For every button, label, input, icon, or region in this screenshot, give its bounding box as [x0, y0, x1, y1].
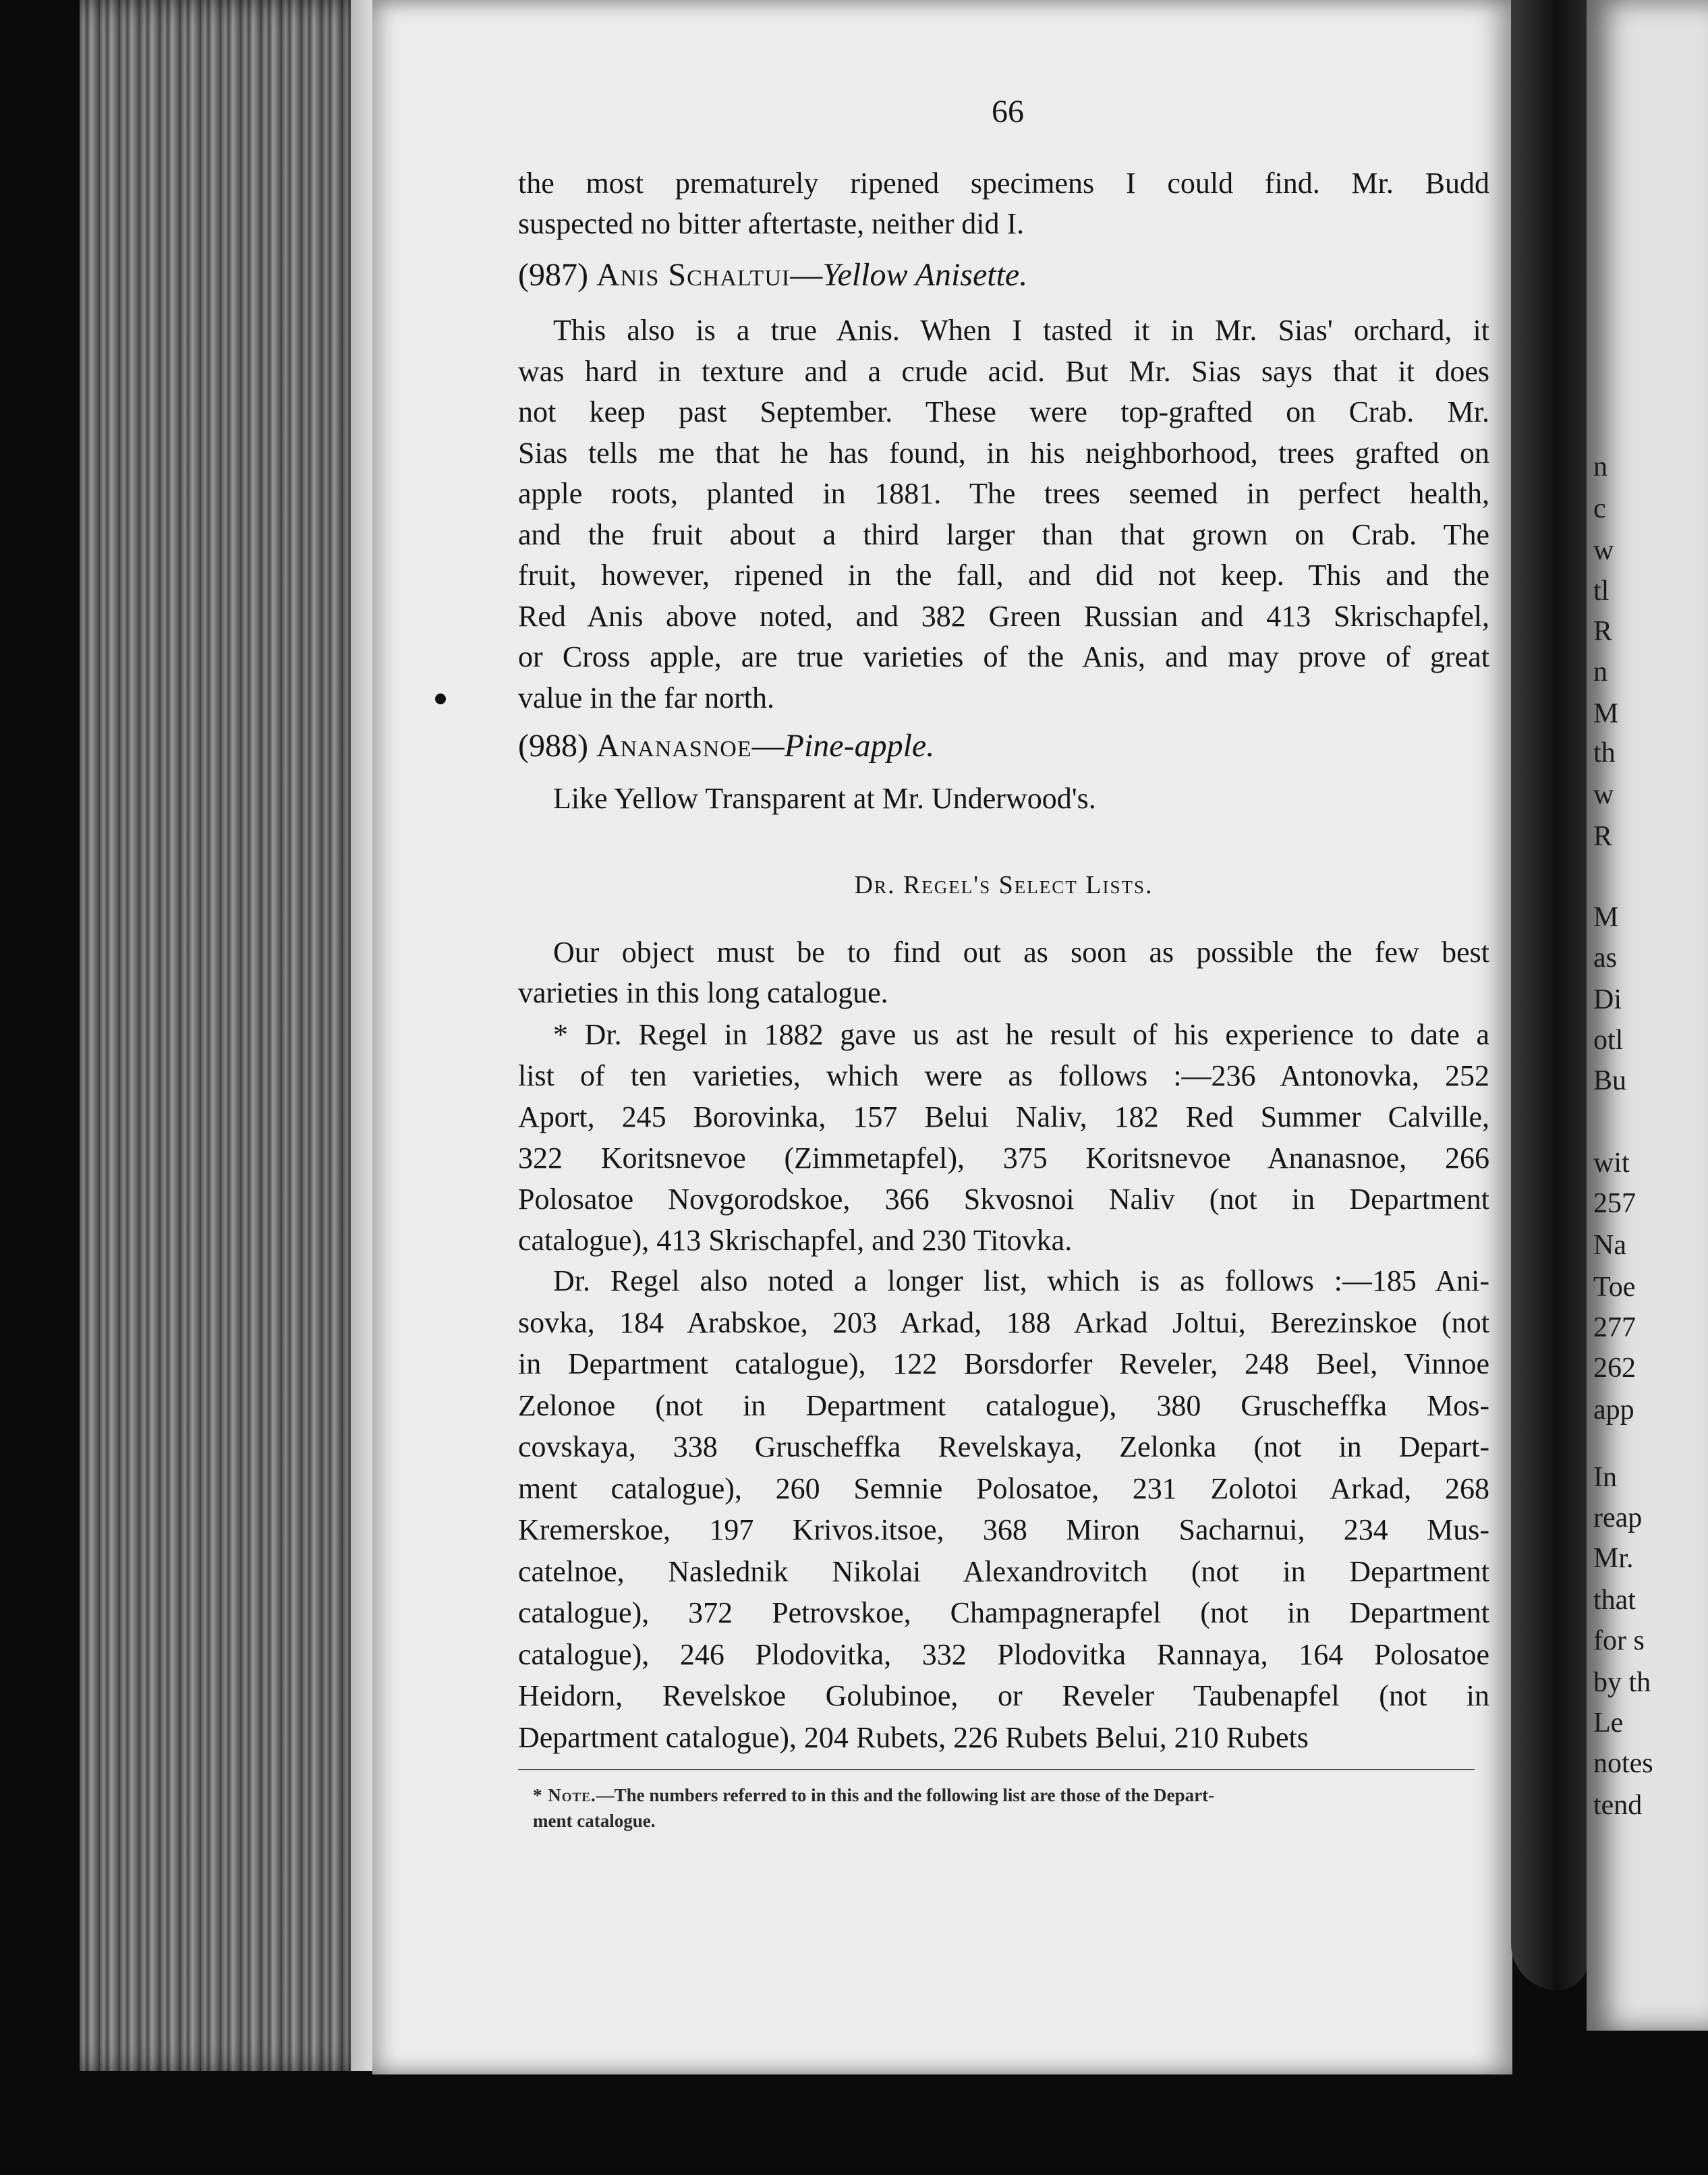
facing-page-text: tend [1593, 1790, 1643, 1821]
section-heading: Dr. Regel's Select Lists. [854, 871, 1154, 899]
facing-page-text: Mr. [1593, 1543, 1634, 1574]
facing-page-text: Toe [1593, 1272, 1636, 1303]
facing-page-text: w [1593, 535, 1614, 566]
text-line: suspected no bitter aftertaste, neither did I. [518, 207, 1025, 240]
paragraph-988: Like Yellow Transparent at Mr. Underwood's. [553, 782, 1096, 815]
facing-page-text: n [1593, 451, 1607, 482]
entry-number: (987) [518, 257, 588, 293]
footnote-line: ment catalogue. [533, 1811, 656, 1831]
page-edges [80, 0, 378, 2071]
facing-page-text: In [1593, 1462, 1617, 1493]
facing-page-text: R [1593, 821, 1613, 852]
text-line: catalogue), 246 Plodovitka, 332 Plodovitka Rannaya, 164 Polosatoe [518, 1637, 1489, 1671]
text-line: was hard in texture and a crude acid. But Mr. Sias says that it does [518, 354, 1489, 388]
facing-page-text: R [1593, 616, 1613, 647]
text-line: sovka, 184 Arabskoe, 203 Arkad, 188 Arkad Joltui, Berezinskoe (not [518, 1305, 1489, 1339]
facing-page-text: M [1593, 902, 1619, 933]
text-line: in Department catalogue), 122 Borsdorfer Reveler, 248 Beel, Vinnoe [518, 1347, 1489, 1380]
text-line: Aport, 245 Borovinka, 157 Belui Naliv, 182 Red Summer Calville, [518, 1100, 1489, 1133]
facing-page-text: Na [1593, 1230, 1626, 1261]
footnote-line [533, 1782, 1477, 1808]
facing-page-text: tl [1593, 575, 1610, 606]
text-line: Polosatoe Novgorodskoe, 366 Skvosnoi Naliv (not in Department [518, 1183, 1489, 1216]
facing-page-text: M [1593, 698, 1619, 729]
entry-number: (988) [518, 728, 588, 764]
entry-translation: Pine-apple. [784, 728, 935, 764]
facing-page-text: Le [1593, 1707, 1624, 1739]
text-line: ment catalogue), 260 Semnie Polosatoe, 231 Zolotoi Arkad, 268 [518, 1471, 1489, 1505]
text-line: fruit, however, ripened in the fall, and did not keep. This and the [518, 559, 1489, 592]
facing-page-text: n [1593, 656, 1607, 687]
facing-page-text: reap [1593, 1502, 1643, 1533]
facing-page-text: 262 [1593, 1353, 1636, 1384]
page-number: 66 [992, 94, 1024, 130]
entry-name: Ananasnoe [596, 728, 752, 764]
text-line: Our object must be to find out as soon as possible the few best [553, 936, 1489, 969]
facing-page-text: Di [1593, 984, 1622, 1015]
text-line: apple roots, planted in 1881. The trees seemed in perfect health, [518, 477, 1489, 510]
entry-dash: — [790, 257, 823, 293]
facing-page-text: otl [1593, 1025, 1624, 1056]
text-line: Sias tells me that he has found, in his neighborhood, trees grafted on [518, 436, 1489, 470]
entry-translation: Yellow Anisette. [822, 257, 1028, 293]
facing-page-text: app [1593, 1394, 1634, 1425]
text-line: Kremerskoe, 197 Krivos.itsoe, 368 Miron Sacharnui, 234 Mus- [518, 1513, 1489, 1546]
text-line: varieties in this long catalogue. [518, 976, 888, 1009]
facing-page-text: that [1593, 1585, 1636, 1616]
footnote-text: —The numbers referred to in this and the following list are those of the Depart- [596, 1785, 1215, 1805]
text-line: or Cross apple, are true varieties of the Anis, and may prove of great [518, 640, 1489, 673]
text-line: This also is a true Anis. When I tasted it in Mr. Sias' orchard, it [553, 314, 1489, 347]
text-line: catalogue), 413 Skrischapfel, and 230 Titovka. [518, 1224, 1073, 1257]
text-line: Zelonoe (not in Department catalogue), 380 Gruscheffka Mos- [518, 1388, 1489, 1422]
facing-page-fragment [1587, 0, 1708, 2031]
facing-page-text: wit [1593, 1148, 1630, 1179]
facing-page-text: Bu [1593, 1065, 1627, 1096]
facing-page-text: 257 [1593, 1188, 1636, 1219]
text-line: and the fruit about a third larger than that grown on Crab. The [518, 517, 1489, 551]
entry-name: Anis Schaltui [596, 257, 791, 293]
facing-page-text: 277 [1593, 1312, 1636, 1343]
facing-page-text: c [1593, 493, 1606, 524]
entry-heading-988 [518, 727, 934, 764]
text-line: Red Anis above noted, and 382 Green Russian and 413 Skrischapfel, [518, 599, 1489, 633]
text-line: covskaya, 338 Gruscheffka Revelskaya, Zelonka (not in Depart- [518, 1430, 1489, 1463]
facing-page-text: notes [1593, 1748, 1653, 1779]
footnote-rule [518, 1769, 1475, 1770]
text-line: 322 Koritsnevoe (Zimmetapfel), 375 Koritsnevoe Ananasnoe, 266 [518, 1141, 1489, 1175]
text-line: not keep past September. These were top-grafted on Crab. Mr. [518, 395, 1489, 428]
text-line: the most prematurely ripened specimens I could find. Mr. Budd [518, 167, 1489, 200]
margin-dot [435, 694, 446, 704]
entry-dash: — [751, 728, 785, 764]
text-line: catelnoe, Naslednik Nikolai Alexandrovitch (not in Department [518, 1554, 1489, 1588]
text-line: Heidorn, Revelskoe Golubinoe, or Reveler Taubenapfel (not in [518, 1679, 1489, 1712]
facing-page-text: for s [1593, 1625, 1645, 1656]
facing-page-text: th [1593, 737, 1616, 768]
text-line: * Dr. Regel in 1882 gave us ast he result of his experience to date a [553, 1018, 1489, 1051]
facing-page-text: by th [1593, 1667, 1651, 1698]
facing-page-text: as [1593, 942, 1617, 973]
footnote-mark: * Note. [533, 1785, 596, 1805]
entry-heading-987 [518, 256, 1027, 293]
text-line: Dr. Regel also noted a longer list, which is as follows :—185 Ani- [553, 1264, 1489, 1297]
text-line: value in the far north. [518, 681, 774, 714]
text-line: Department catalogue), 204 Rubets, 226 Rubets Belui, 210 Rubets [518, 1720, 1309, 1754]
facing-page-text: w [1593, 779, 1614, 810]
text-line: catalogue), 372 Petrovskoe, Champagnerapfel (not in Department [518, 1596, 1489, 1629]
book-gutter [1511, 0, 1589, 1990]
text-line: list of ten varieties, which were as follows :—236 Antonovka, 252 [518, 1059, 1489, 1092]
